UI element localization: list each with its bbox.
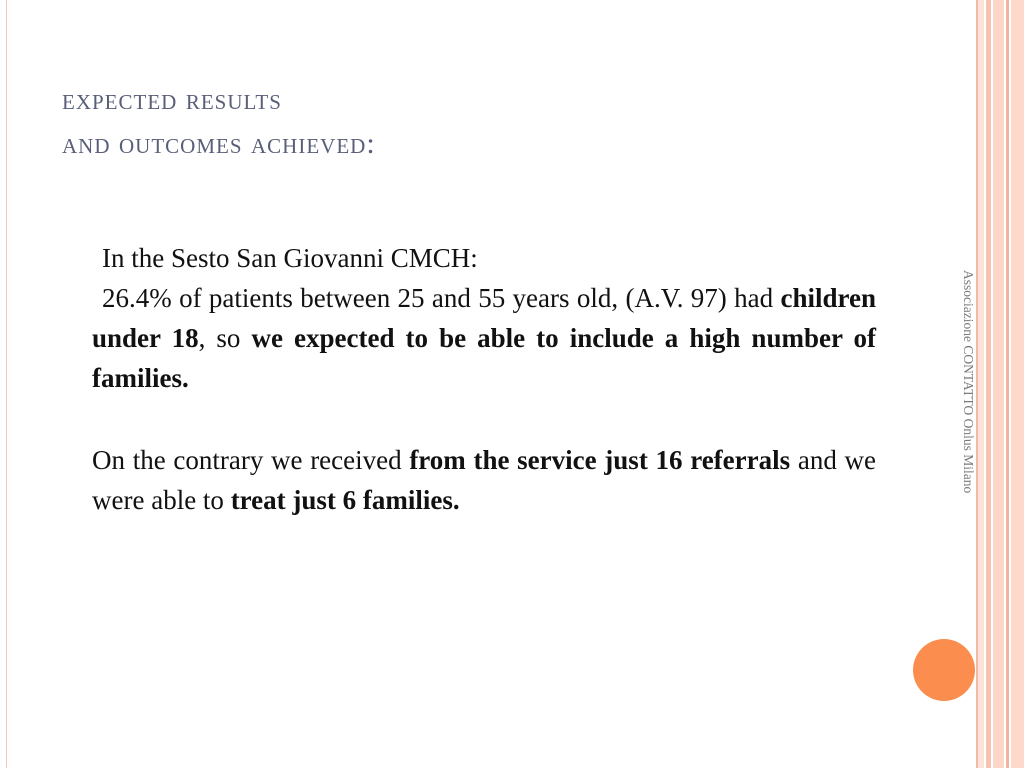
- paragraph-2: [92, 440, 876, 520]
- paragraph-1: [92, 278, 876, 398]
- title-line-2: and outcomes achieved:: [62, 127, 376, 160]
- p2-bold-2: treat just 6 families.: [230, 485, 460, 515]
- title-line-1: expected results: [62, 83, 282, 116]
- accent-circle: [913, 639, 975, 701]
- p1-bold-1: children under 18: [92, 283, 876, 353]
- p2-bold-1: from the service just 16 referrals: [409, 445, 791, 475]
- p1-bold-2: we expected to be able to include a high number of families.: [92, 323, 876, 393]
- p2-text-2: and we were able to: [92, 445, 876, 515]
- p2-text-1: On the contrary we received: [92, 445, 410, 475]
- p1-text-1: 26.4% of patients between 25 and 55 years old, (A.V. 97) had: [102, 283, 781, 313]
- p1-text-2: , so: [198, 323, 252, 353]
- slide-title: [62, 78, 376, 166]
- decorative-stripes: [978, 0, 1024, 768]
- intro-line: In the Sesto San Giovanni CMCH:: [102, 243, 478, 273]
- slide-body: [92, 238, 876, 520]
- side-footer-label: Associazione CONTATTO Onlus Milano: [961, 270, 976, 494]
